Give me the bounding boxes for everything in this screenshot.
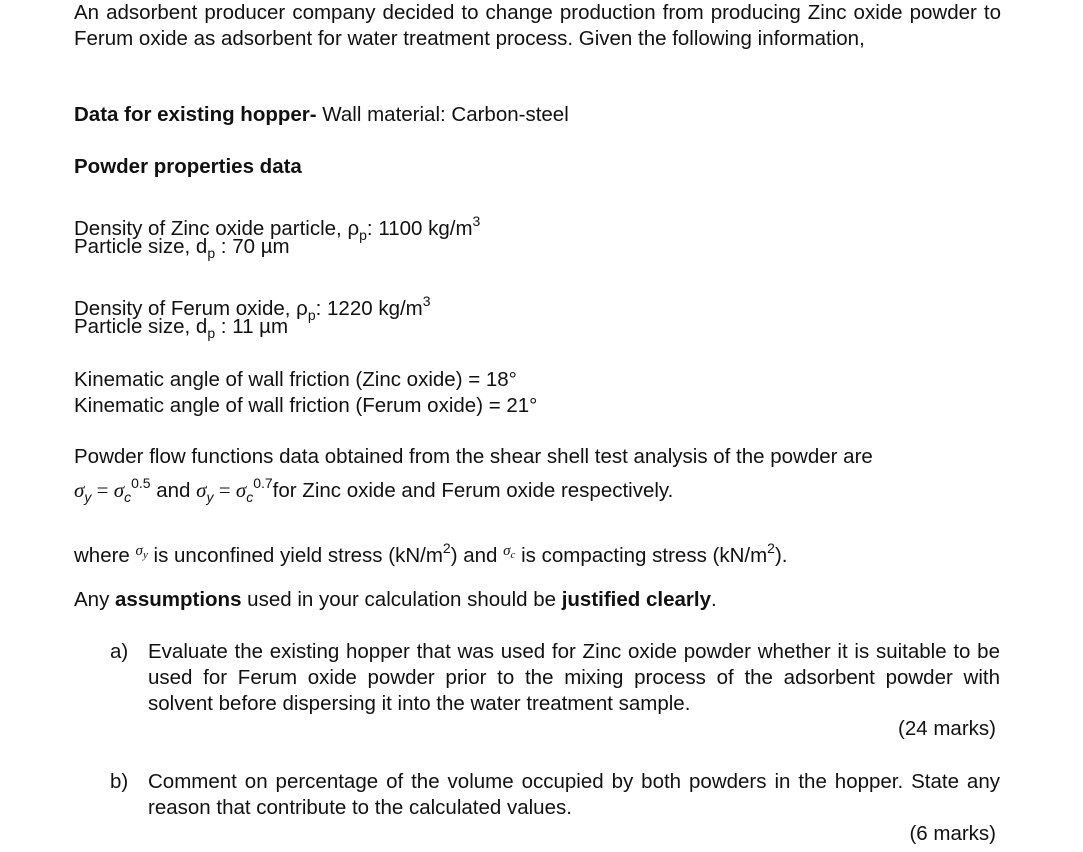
ferum-particle-size-line: Particle size, $d_p$ : 11 µm: [74, 315, 289, 341]
question-text: Comment on percentage of the volume occupied by both powders in the hopper. State any reason that contribute to the calculated values.: [148, 770, 1000, 819]
assumptions-line: Any assumptions used in your calculation should be justified clearly.: [74, 588, 717, 611]
rho-symbol: ρ: [296, 297, 308, 320]
wall-friction-zinc: Kinematic angle of wall friction (Zinc oxide) = 18°: [74, 368, 517, 391]
wall-friction-ferum: Kinematic angle of wall friction (Ferum oxide) = 21°: [74, 394, 538, 417]
zinc-particle-size-line: Particle size, $d_p$ : 70 µm: [74, 235, 290, 261]
flow-function-equations: $\sigma_y = \sigma_c^{0.5}$ and $\sigma_y = \sigma_c^{0.7}for$ Zinc oxide and Ferum oxide respectively.: [74, 475, 674, 505]
rho-symbol: ρ: [347, 217, 360, 240]
question-b-marks: (6 marks): [909, 822, 996, 845]
ferum-density-line: Density of Ferum oxide, $\rho_p$: 1220 $kg/m^3$: [74, 293, 431, 323]
powder-properties-heading: Powder properties data: [74, 155, 302, 178]
hopper-data-line: [74, 102, 1001, 128]
stress-definition-line: where $^{\sigma_y}$ is unconfined yield stress $(kN/m^2)$ and $^{\sigma_c}$ is compacting stress $(kN/m^2)$.: [74, 540, 788, 567]
hopper-data-label: Data for existing hopper-: [74, 103, 317, 126]
hopper-data-value: Wall material: Carbon-steel: [316, 103, 569, 126]
flow-function-line: Powder flow functions data obtained from the shear shell test analysis of the powder are: [74, 445, 873, 468]
question-a-marks: (24 marks): [898, 717, 996, 740]
question-label: b): [110, 770, 129, 793]
zinc-density-line: Density of Zinc oxide particle, $\rho_p$: 1100 $kg/m^3$: [74, 213, 481, 243]
question-text: Evaluate the existing hopper that was used for Zinc oxide powder whether it is suitable to be used for Ferum oxide powder prior to the mixing process of the adsorbent powder with solvent before dispersing it into the water treatment sample.: [148, 640, 1000, 715]
question-label: a): [110, 640, 129, 663]
intro-paragraph: An adsorbent producer company decided to change production from producing Zinc oxide powder to Ferum oxide as adsorbent for water treatment process. Given the following information,: [74, 1, 1001, 50]
